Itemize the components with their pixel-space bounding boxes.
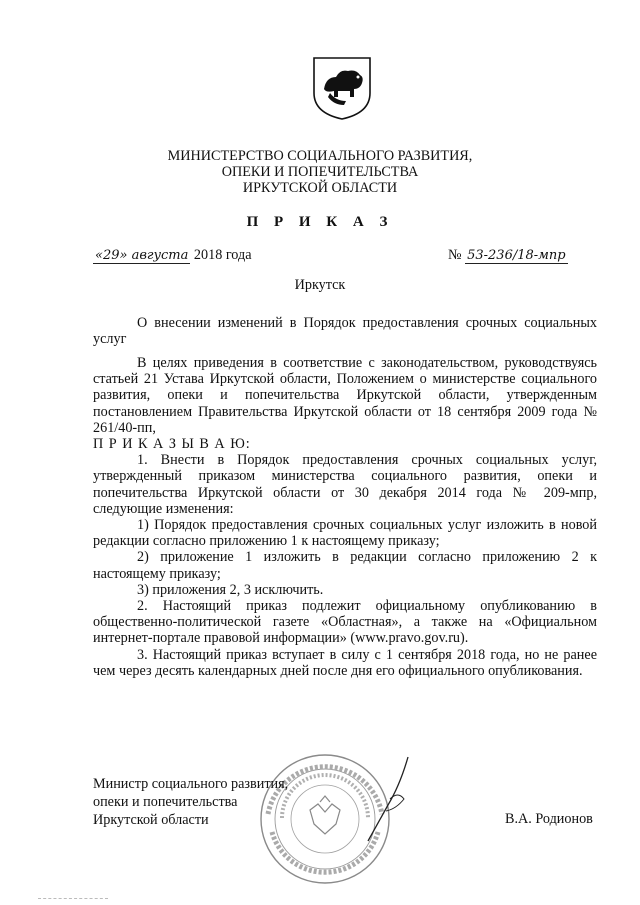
item-paragraph-1-2: 2) приложение 1 изложить в редакции согласно приложению 2 к настоящему приказу; [93, 549, 597, 582]
document-type-title: П Р И К А З [246, 214, 394, 230]
number-sign: № [448, 247, 462, 263]
ministry-line-2: ОПЕКИ И ПОПЕЧИТЕЛЬСТВА [221, 164, 419, 180]
handwritten-date: «29» августа [95, 248, 189, 263]
ministry-line-1: МИНИСТЕРСТВО СОЦИАЛЬНОГО РАЗВИТИЯ, [167, 148, 473, 164]
item-paragraph-1-3: 3) приложения 2, 3 исключить. [137, 581, 324, 598]
footer-divider [38, 898, 108, 899]
preamble-paragraph: В целях приведения в соответствие с законодательством, руководствуясь статьей 21 Устава Иркутской области, Положением о министерстве социального развития, опеки и попечительства Иркутской области, утвержденным постановлением Правительства Иркутской области от 18 сентября 2009 года № 261/40-пп, [93, 355, 597, 436]
signatory-name: В.А. Родионов [505, 811, 593, 827]
city-name: Иркутск [294, 277, 346, 293]
order-word: П Р И К А З Ы В А Ю: [93, 436, 251, 453]
document-subject [93, 315, 597, 347]
document-date [93, 247, 252, 264]
item-paragraph-2: 2. Настоящий приказ подлежит официальному опубликованию в общественно-политической газете «Областная», а также на «Официальном интернет-портале правовой информации» (www.pravo.gov.ru). [93, 598, 597, 647]
signatory-line-3: Иркутской области [93, 812, 209, 828]
item-paragraph-1-1: 1) Порядок предоставления срочных социальных услуг изложить в новой редакции согласно приложению 1 к настоящему приказу; [93, 517, 597, 550]
ministry-line-3: ИРКУТСКОЙ ОБЛАСТИ [242, 180, 398, 196]
document-number [448, 247, 568, 264]
item-paragraph-3: 3. Настоящий приказ вступает в силу с 1 сентября 2018 года, но не ранее чем через десять календарных дней после дня его официального опубликования. [93, 646, 597, 679]
signatory-line-2: опеки и попечительства [93, 794, 238, 810]
ministry-name [0, 148, 640, 196]
item-paragraph-1: 1. Внести в Порядок предоставления срочных социальных услуг, утвержденный приказом министерства социального развития, опеки и попечительства Иркутской области от 30 декабря 2014 года № 209-мпр, следующие изменения: [93, 452, 597, 517]
signatory-line-1: Министр социального развития, [93, 776, 289, 792]
handwritten-signature [360, 755, 420, 845]
coat-of-arms-emblem [310, 55, 374, 121]
subject-text: О внесении изменений в Порядок предоставления срочных социальных услуг [93, 315, 597, 348]
document-body [93, 355, 597, 679]
handwritten-number: 53-236/18-мпр [467, 248, 566, 263]
date-year: 2018 года [193, 247, 252, 263]
signatory-title [93, 775, 288, 829]
